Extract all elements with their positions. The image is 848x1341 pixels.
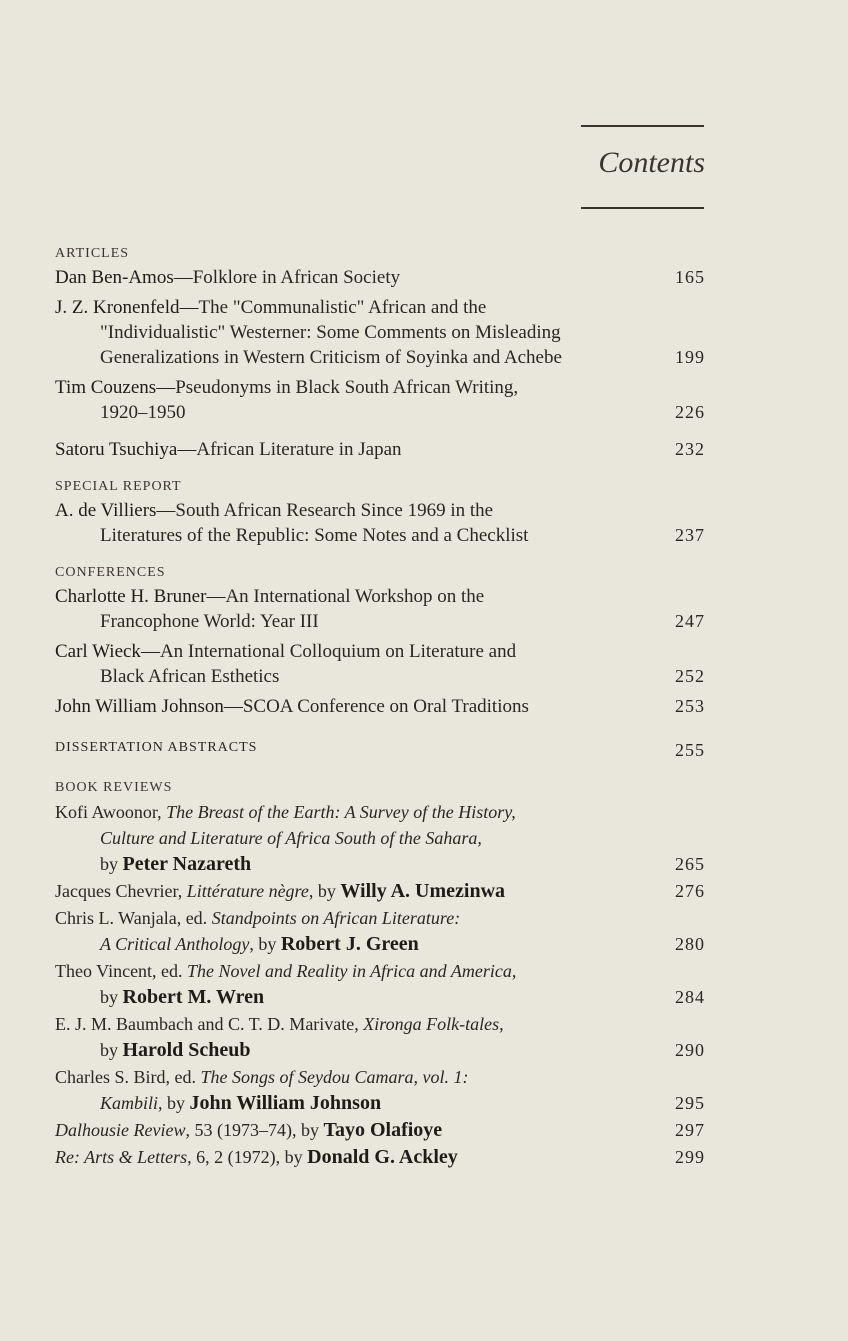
- journal-title: Dalhousie Review: [55, 1120, 186, 1140]
- page-number: 237: [675, 525, 705, 545]
- entry-title: —African Literature in Japan: [177, 439, 402, 460]
- section-title: CONFERENCES: [55, 565, 166, 580]
- author: Tim Couzens: [55, 377, 157, 398]
- book-title-cont: Kambili: [100, 1093, 159, 1113]
- by-text: by: [100, 987, 123, 1007]
- review-entry: Theo Vincent, ed. The Novel and Reality in Africa and America, by Robert M. Wren 284: [55, 961, 705, 1008]
- title-rule-bottom: [581, 207, 704, 209]
- book-title: Littérature nègre: [186, 881, 309, 901]
- by-text: by: [100, 1040, 123, 1060]
- reviewer: Willy A. Umezinwa: [340, 880, 506, 902]
- dissertation-abstracts: [55, 733, 705, 763]
- entry-title: —An International Colloquium on Literature and: [140, 641, 517, 662]
- page-number: 247: [675, 611, 705, 631]
- section-conferences: [55, 562, 705, 719]
- page-number: 265: [675, 854, 705, 874]
- page-number: 199: [675, 347, 705, 367]
- book-title: Standpoints on African Literature:: [211, 908, 461, 928]
- page-number: 276: [675, 881, 705, 901]
- reviewer: Harold Scheub: [122, 1039, 251, 1061]
- page-number: 297: [675, 1120, 705, 1140]
- section-dissertation: [55, 733, 705, 763]
- reviewer: John William Johnson: [189, 1092, 382, 1114]
- entry-title: —Folklore in African Society: [173, 267, 401, 288]
- section-title: ARTICLES: [55, 246, 130, 261]
- page-number: 284: [675, 987, 705, 1007]
- author: Dan Ben-Amos: [55, 267, 174, 288]
- review-prefix: E. J. M. Baumbach and C. T. D. Marivate,: [55, 1014, 364, 1034]
- page-number: 253: [675, 696, 705, 716]
- review-entry: [55, 1144, 705, 1170]
- reviewer: Robert J. Green: [280, 933, 419, 955]
- page-number: 295: [675, 1093, 705, 1113]
- title-rule-top: [581, 125, 704, 127]
- page-number: 255: [675, 740, 705, 760]
- entry-title-cont: "Individualistic" Westerner: Some Comments on Misleading: [100, 322, 561, 343]
- review-prefix: Theo Vincent, ed.: [55, 961, 188, 981]
- review-entry: [55, 1117, 705, 1143]
- book-title-cont: Culture and Literature of Africa South of the Sahara,: [100, 828, 482, 848]
- author: Carl Wieck: [55, 641, 141, 662]
- toc-entry: [55, 584, 705, 634]
- author: J. Z. Kronenfeld: [55, 297, 180, 318]
- entry-title: —Pseudonyms in Black South African Writing,: [156, 377, 519, 398]
- entry-title: —An International Workshop on the: [206, 586, 485, 607]
- toc-entry: [55, 639, 705, 689]
- by-text: , by: [249, 934, 281, 954]
- section-title: BOOK REVIEWS: [55, 780, 173, 795]
- section-special-report: [55, 476, 705, 548]
- by-text: , by: [158, 1093, 190, 1113]
- entry-title-cont: Black African Esthetics: [100, 666, 280, 687]
- book-title-cont: A Critical Anthology: [100, 934, 250, 954]
- section-title: SPECIAL REPORT: [55, 479, 182, 494]
- review-entry: [55, 799, 705, 877]
- review-prefix: Kofi Awoonor,: [55, 802, 167, 822]
- toc-entry: [55, 295, 705, 370]
- reviewer: Donald G. Ackley: [307, 1146, 458, 1168]
- reviewer: Robert M. Wren: [122, 986, 265, 1008]
- toc-entry: [55, 375, 705, 425]
- author: John William Johnson: [55, 696, 224, 717]
- page-title: Contents: [598, 146, 705, 179]
- review-entry: [55, 1064, 705, 1116]
- book-title: The Songs of Seydou Camara, vol. 1:: [200, 1067, 469, 1087]
- page-number: 165: [675, 267, 705, 287]
- review-prefix: Charles S. Bird, ed.: [55, 1067, 201, 1087]
- reviewer: Peter Nazareth: [122, 853, 252, 875]
- book-title: The Novel and Reality in Africa and America: [187, 961, 512, 981]
- page-number: 290: [675, 1040, 705, 1060]
- by-text: by: [100, 854, 123, 874]
- author: A. de Villiers: [55, 500, 157, 521]
- review-prefix: Jacques Chevrier,: [55, 881, 187, 901]
- toc-entry: [55, 694, 705, 719]
- page-number: 252: [675, 666, 705, 686]
- by-text: , by: [308, 881, 341, 901]
- entry-title: —South African Research Since 1969 in the: [156, 500, 494, 521]
- section-articles: [55, 243, 705, 462]
- review-prefix: Chris L. Wanjala, ed.: [55, 908, 212, 928]
- review-entry: E. J. M. Baumbach and C. T. D. Marivate, Xironga Folk-tales, by Harold Scheub 290: [55, 1014, 705, 1061]
- author: Satoru Tsuchiya: [55, 439, 178, 460]
- toc-entry: [55, 498, 705, 548]
- page-number: 226: [675, 402, 705, 422]
- entry-title: —SCOA Conference on Oral Traditions: [223, 696, 529, 717]
- entry-title-cont: Francophone World: Year III: [100, 611, 319, 632]
- page-number: 232: [675, 439, 705, 459]
- by-text: , 6, 2 (1972), by: [187, 1147, 308, 1167]
- toc-entry: [55, 265, 705, 290]
- book-title: The Breast of the Earth: A Survey of the History,: [166, 802, 516, 822]
- review-entry: [55, 878, 705, 904]
- page-number: 299: [675, 1147, 705, 1167]
- book-title: Xironga Folk-tales: [363, 1014, 500, 1034]
- by-text: , 53 (1973–74), by: [185, 1120, 324, 1140]
- review-entry: [55, 905, 705, 957]
- entry-title-cont: 1920–1950: [100, 402, 186, 423]
- reviewer: Tayo Olafioye: [323, 1119, 443, 1141]
- table-of-contents: [55, 243, 705, 1171]
- journal-title: Re: Arts & Letters: [55, 1147, 188, 1167]
- entry-title-cont: Literatures of the Republic: Some Notes and a Checklist: [100, 525, 529, 546]
- section-title: DISSERTATION ABSTRACTS: [55, 740, 258, 755]
- section-book-reviews: [55, 777, 705, 1170]
- toc-entry: [55, 437, 705, 462]
- page-number: 280: [675, 934, 705, 954]
- author: Charlotte H. Bruner: [55, 586, 207, 607]
- entry-title-cont: Generalizations in Western Criticism of Soyinka and Achebe: [100, 347, 562, 368]
- entry-title: —The "Communalistic" African and the: [179, 297, 487, 318]
